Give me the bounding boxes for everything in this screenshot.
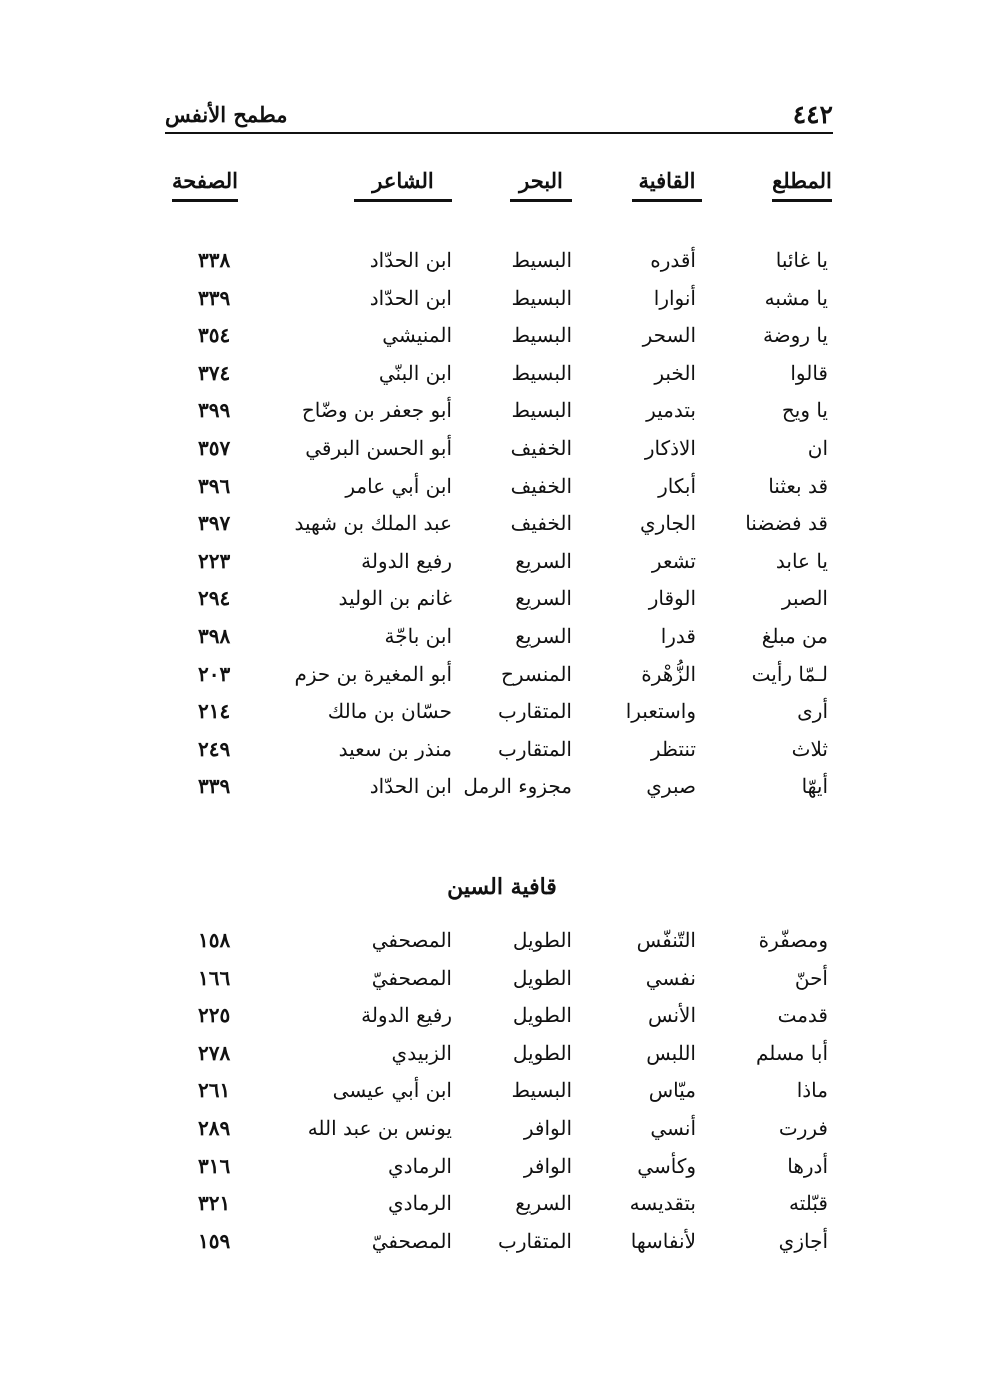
cell-rhyme: أنوارا bbox=[653, 285, 696, 310]
cell-page: ٢٧٨ bbox=[198, 1040, 231, 1065]
table-row bbox=[0, 1229, 1004, 1267]
cell-page: ٣٥٧ bbox=[198, 436, 231, 460]
column-header-meter: البحر bbox=[510, 168, 572, 202]
cell-meter: الطويل bbox=[512, 1003, 572, 1028]
cell-opening: قالوا bbox=[790, 360, 828, 385]
cell-poet: ابن أبي عامر bbox=[345, 473, 452, 498]
cell-meter: مجزوء الرمل bbox=[463, 774, 572, 799]
cell-opening: قبّلته bbox=[789, 1191, 828, 1216]
cell-rhyme: واستعبرا bbox=[625, 699, 696, 724]
cell-poet: أبو جعفر بن وضّاح bbox=[301, 398, 452, 423]
cell-poet: المصحفي bbox=[371, 928, 452, 952]
column-header-rhyme: القافية bbox=[632, 168, 702, 202]
cell-rhyme: تنتظر bbox=[650, 736, 696, 761]
cell-poet: ابن البنّي bbox=[378, 360, 452, 385]
cell-opening: قد بعثنا bbox=[768, 473, 828, 498]
cell-meter: المتقارب bbox=[498, 699, 572, 724]
cell-rhyme: أقدره bbox=[650, 248, 696, 272]
cell-rhyme: نفسي bbox=[645, 965, 696, 990]
table-row bbox=[0, 474, 1004, 512]
cell-opening: يا غائبا bbox=[775, 248, 828, 272]
cell-rhyme: التّنفّس bbox=[636, 928, 696, 952]
cell-meter: البسيط bbox=[511, 285, 572, 310]
cell-poet: الزبيدي bbox=[391, 1040, 452, 1065]
cell-opening: أدرها bbox=[787, 1153, 828, 1178]
cell-poet: المنيشي bbox=[382, 323, 452, 348]
cell-rhyme: اللبس bbox=[646, 1040, 696, 1065]
cell-rhyme: تشعر bbox=[651, 548, 696, 573]
cell-meter: الطويل bbox=[512, 928, 572, 952]
cell-page: ٢٢٣ bbox=[198, 548, 231, 573]
cell-opening: أجازي bbox=[778, 1228, 828, 1253]
cell-poet: منذر بن سعيد bbox=[338, 736, 452, 761]
table-row bbox=[0, 966, 1004, 1004]
table-row bbox=[0, 398, 1004, 436]
cell-page: ٢٦١ bbox=[198, 1078, 231, 1103]
cell-meter: السريع bbox=[515, 586, 572, 611]
cell-opening: يا عابد bbox=[775, 548, 828, 573]
cell-meter: البسيط bbox=[511, 248, 572, 272]
cell-page: ٣٩٩ bbox=[198, 398, 231, 423]
cell-meter: البسيط bbox=[511, 398, 572, 423]
cell-page: ٢٢٥ bbox=[198, 1003, 231, 1028]
cell-opening: قدمت bbox=[777, 1003, 828, 1028]
page-number: ٤٤٢ bbox=[792, 100, 833, 129]
table-row bbox=[0, 586, 1004, 624]
cell-meter: الخفيف bbox=[510, 436, 572, 460]
cell-rhyme: الاذكار bbox=[644, 436, 696, 460]
cell-opening: أبا مسلم bbox=[755, 1040, 828, 1065]
table-row bbox=[0, 1078, 1004, 1116]
cell-meter: السريع bbox=[515, 1191, 572, 1216]
cell-poet: ابن الحدّاد bbox=[369, 285, 452, 310]
cell-opening: يا ويح bbox=[781, 398, 828, 423]
cell-rhyme: صبري bbox=[646, 774, 696, 799]
table-row bbox=[0, 1191, 1004, 1229]
cell-meter: الطويل bbox=[512, 965, 572, 990]
cell-meter: الخفيف bbox=[510, 511, 572, 536]
cell-opening: قد فضضنا bbox=[745, 511, 828, 536]
column-header-poet: الشاعر bbox=[354, 168, 452, 202]
cell-rhyme: بتدمير bbox=[646, 398, 696, 423]
cell-poet: الرمادي bbox=[387, 1153, 452, 1178]
cell-page: ٣١٦ bbox=[198, 1153, 231, 1178]
cell-page: ٣٩٨ bbox=[198, 624, 231, 648]
cell-rhyme: الجاري bbox=[640, 511, 696, 536]
cell-meter: الوافر bbox=[523, 1153, 572, 1178]
cell-meter: السريع bbox=[515, 624, 572, 648]
cell-opening: فررت bbox=[778, 1116, 828, 1140]
table-row bbox=[0, 1116, 1004, 1154]
cell-meter: المتقارب bbox=[498, 1228, 572, 1253]
cell-page: ٣٩٧ bbox=[198, 511, 231, 536]
cell-poet: أبو الحسن البرقي bbox=[305, 436, 452, 460]
cell-meter: البسيط bbox=[511, 1078, 572, 1103]
cell-poet: ابن الحدّاد bbox=[369, 248, 452, 272]
cell-page: ٢٠٣ bbox=[198, 661, 231, 686]
column-header-page: الصفحة bbox=[172, 168, 238, 202]
cell-poet: المصحفيّ bbox=[371, 1228, 452, 1253]
cell-poet: رفيع الدولة bbox=[361, 1003, 452, 1028]
cell-opening: يا روضة bbox=[762, 323, 828, 348]
cell-rhyme: أبكار bbox=[658, 473, 696, 498]
table-row bbox=[0, 549, 1004, 587]
section-title: قافية السين bbox=[447, 874, 557, 900]
cell-page: ٣٣٩ bbox=[198, 285, 231, 310]
cell-rhyme: قدرا bbox=[660, 624, 696, 648]
table-row bbox=[0, 1003, 1004, 1041]
table-row bbox=[0, 286, 1004, 324]
cell-page: ٣٩٦ bbox=[198, 473, 231, 498]
cell-meter: البسيط bbox=[511, 360, 572, 385]
book-title: مطمح الأنفس bbox=[165, 102, 288, 127]
cell-page: ٣٧٤ bbox=[198, 360, 231, 385]
cell-opening: أرى bbox=[797, 699, 828, 724]
cell-page: ٢٨٩ bbox=[198, 1116, 231, 1140]
cell-poet: عبد الملك بن شهيد bbox=[294, 511, 452, 536]
cell-meter: البسيط bbox=[511, 323, 572, 348]
cell-meter: الوافر bbox=[523, 1116, 572, 1140]
cell-poet: ابن أبي عيسى bbox=[332, 1078, 452, 1103]
cell-opening: أحنّ bbox=[794, 965, 828, 990]
table-row bbox=[0, 323, 1004, 361]
cell-rhyme: الأنس bbox=[647, 1003, 696, 1028]
cell-opening: يا مشبه bbox=[764, 285, 828, 310]
table-row bbox=[0, 737, 1004, 775]
cell-meter: المنسرح bbox=[500, 661, 572, 686]
cell-opening: الصبر bbox=[781, 586, 828, 611]
table-row bbox=[0, 928, 1004, 966]
cell-rhyme: الزُّهْرة bbox=[641, 661, 696, 686]
cell-poet: الرمادي bbox=[387, 1191, 452, 1216]
cell-poet: غانم بن الوليد bbox=[338, 586, 452, 611]
cell-poet: أبو المغيرة بن حزم bbox=[294, 661, 452, 686]
table-row bbox=[0, 699, 1004, 737]
cell-opening: ثلاث bbox=[791, 736, 828, 761]
cell-page: ١٥٩ bbox=[198, 1228, 231, 1253]
cell-rhyme: بتقديسه bbox=[629, 1191, 696, 1216]
table-row bbox=[0, 248, 1004, 286]
cell-rhyme: السحر bbox=[642, 323, 696, 348]
cell-rhyme: الخبر bbox=[654, 360, 696, 385]
cell-meter: الخفيف bbox=[510, 473, 572, 498]
table-row bbox=[0, 624, 1004, 662]
cell-opening: ماذا bbox=[796, 1078, 828, 1103]
cell-rhyme: ميّاس bbox=[648, 1078, 696, 1103]
cell-page: ٣٥٤ bbox=[198, 323, 231, 348]
cell-page: ١٥٨ bbox=[198, 928, 231, 952]
table-row bbox=[0, 662, 1004, 700]
cell-page: ٢١٤ bbox=[198, 699, 231, 724]
cell-page: ٢٩٤ bbox=[198, 586, 231, 611]
cell-rhyme: لأنفاسها bbox=[630, 1228, 696, 1253]
cell-meter: المتقارب bbox=[498, 736, 572, 761]
table-row bbox=[0, 1154, 1004, 1192]
cell-opening: ان bbox=[807, 436, 828, 460]
cell-meter: السريع bbox=[515, 548, 572, 573]
cell-poet: ابن الحدّاد bbox=[369, 774, 452, 799]
cell-page: ٣٣٨ bbox=[198, 248, 231, 272]
cell-meter: الطويل bbox=[512, 1040, 572, 1065]
cell-page: ٣٣٩ bbox=[198, 774, 231, 799]
table-row bbox=[0, 1041, 1004, 1079]
table-row bbox=[0, 511, 1004, 549]
table-row bbox=[0, 436, 1004, 474]
column-headers bbox=[0, 168, 1004, 228]
column-header-opening: المطلع bbox=[772, 168, 832, 202]
cell-opening: ومصفّرة bbox=[758, 928, 828, 952]
cell-poet: حسّان بن مالك bbox=[327, 699, 452, 724]
cell-rhyme: الوقار bbox=[648, 586, 696, 611]
cell-opening: أيهّا bbox=[801, 774, 828, 799]
table-row bbox=[0, 361, 1004, 399]
cell-rhyme: وكأسي bbox=[637, 1153, 696, 1178]
cell-poet: ابن باجّة bbox=[384, 624, 452, 648]
table-row bbox=[0, 774, 1004, 812]
cell-page: ٢٤٩ bbox=[198, 736, 231, 761]
cell-opening: لـمّا رأيت bbox=[751, 661, 828, 686]
cell-poet: رفيع الدولة bbox=[361, 548, 452, 573]
page-header bbox=[165, 100, 833, 134]
cell-rhyme: أنسي bbox=[650, 1116, 696, 1140]
cell-opening: من مبلغ bbox=[761, 624, 828, 648]
cell-page: ١٦٦ bbox=[198, 965, 231, 990]
cell-poet: المصحفيّ bbox=[371, 965, 452, 990]
cell-poet: يونس بن عبد الله bbox=[307, 1116, 452, 1140]
cell-page: ٣٢١ bbox=[198, 1191, 231, 1216]
